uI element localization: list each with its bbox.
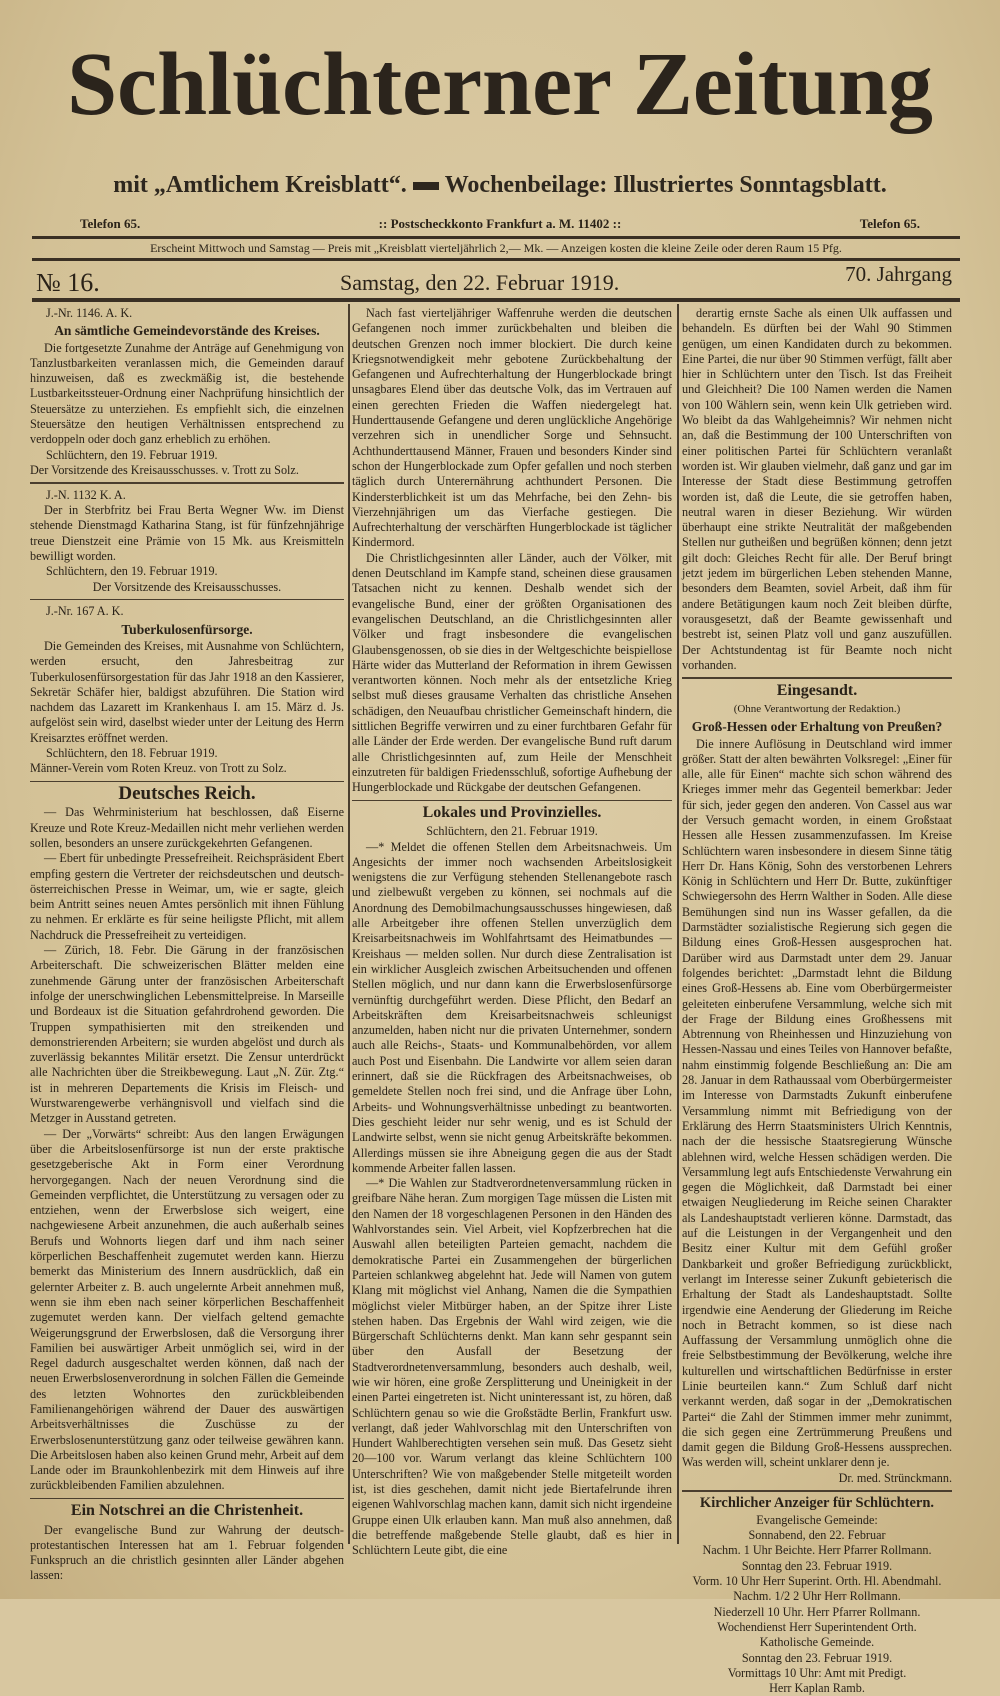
article-signature: Dr. med. Strünckmann. bbox=[838, 1470, 952, 1485]
column-divider bbox=[348, 304, 350, 1544]
church-line: Vorm. 10 Uhr Herr Superint. Orth. Hl. Abendmahl. bbox=[692, 1574, 942, 1589]
article-signature: Männer-Verein vom Roten Kreuz. von Trott zu Solz. bbox=[30, 761, 287, 776]
church-line: Wochendienst Herr Superintendent Orth. bbox=[717, 1619, 917, 1634]
church-line: Herr Kaplan Ramb. bbox=[769, 1681, 865, 1696]
article-place: Schlüchtern, den 18. Februar 1919. bbox=[46, 746, 218, 761]
kreisblatt-label: mit „Amtlichem Kreisblatt“. bbox=[113, 172, 407, 198]
divider bbox=[30, 599, 344, 601]
article-text: Der in Sterbfritz bei Frau Berta Wegner Ww. im Dienst stehende Dienstmagd Katharina Stang, ist für fünfzehnjährige treue Dienstzeit eine Prämie von 15 Mk. aus Kreismitteln bewilligt worden. bbox=[30, 503, 344, 563]
article-ref: J.-N. 1132 K. A. bbox=[46, 487, 126, 502]
church-line: Nachm. 1/2 2 Uhr Herr Rollmann. bbox=[733, 1589, 901, 1604]
editorial-note: (Ohne Verantwortung der Redaktion.) bbox=[733, 702, 901, 715]
church-ev-heading: Evangelische Gemeinde: bbox=[756, 1512, 878, 1527]
dateline: Schlüchtern, den 21. Februar 1919. bbox=[426, 824, 598, 839]
divider bbox=[30, 1498, 344, 1500]
article-text: Die innere Auflösung in Deutschland wird immer größer. Statt der alten bewährten Volksregel: „Einer für alle, alle für Einen“ machte sich schon während des Krieges immer mehr das Gegenteil bemerkbar: Jeder für sich, jeder gegen den anderen. Von Cassel aus war der Versuch gemacht worden, in einem Großstaat Hessen alle Hessen zusammenzufassen. Im Kreise Schlüchtern waren insbesondere in diesem Sinne tätig Herr Dr. Hans König, Sohn des verstorbenen Lehrers König in Schlüchtern und Herr Dr. Butte, zukünftiger Schwiegersohn des Herrn Walther in Soden. Alle diese Bemühungen sind nun ins Wasser gefallen, da die Darmstädter sozialistische Regierung sich gegen die Bildung eines Groß-Hessen ausgesprochen hat. Darüber wird aus Darmstadt unter dem 29. Januar folgendes berichtet: „Darmstadt lehnt die Bildung eines Groß-Hessens ab. Eine vom Oberbürgermeister geleiteten einberufene Versammlung, welche sich mit der Frage der Bildung eines Großhessens mit Abtrennung von Rheinhessen und Hinzuziehung von Hessen-Nassau und eines Teiles von Hannover befaßte, nahm einstimmig folgende Beschließung an: Die am 28. Januar in dem Rathaussaal vom Oberbürgermeister im Interesse von Darmstadts Zukunft einberufene Versammlung nimmt mit Befriedigung von der Erklärung des Herrn Staatsministers Ulrich Kenntnis, nach der die hessische Staatsregierung Wünsche ablehnen wird, welche Hessen schädigen werden. Die Versammlung legt aufs Entschiedenste Verwahrung ein gegen die Möglichkeit, daß Darmstadt bei einer etwaigen Neugliederung im Reiche seinen Charakter als Landeshauptstadt verlieren könne. Darmstadt, das auf die Leistungen in der Vergangenheit und den Besitz einer Kultur mit dem Gefühl großer Dankbarkeit und großer Befriedigung zurückblickt, verlangt im Interesse seiner Zukunft gebieterisch die Erhaltung der Stadt als Landeshauptstadt. Sollte irgendwie eine Aenderung der Gliederung im Reiche noch in Betracht kommen, so ist diese nach Auffassung der Versammlung unmöglich ohne die freie Selbstbestimmung der Bevölkerung, welche ihre kulturellen und wirtschaftlichen Bedürfnisse in erster Linie beurteilen kann.“ Zum Schluß darf nicht verkannt werden, daß sogar in der „Demokratischen Partei“ die Zahl der Stimmen immer mehr zunimmt, die sich gegen eine Zertrümmerung Preußens und damit gegen die Bildung Groß-Hessens aussprechen. Was werden will, scheint unklarer denn je. bbox=[682, 736, 953, 1470]
article-text: Die Gemeinden des Kreises, mit Ausnahme von Schlüchtern, werden ersucht, den Jahresbeitrag zur Tuberkulosenfürsorgestation für das Jahr 1918 an den Kassierer, Sekretär Schäfer hier, baldigst abzuführen. Die Station wird nachdem das Lazarett im Krankenhaus I. am 15. März d. Js. aufgelöst sein wird, daselbst wieder unter der Leitung des Herrn Kreisarztes eröffnet werden. bbox=[30, 638, 344, 745]
masthead-subtitle bbox=[40, 172, 960, 199]
telefon-left: Telefon 65. bbox=[80, 216, 141, 231]
church-line: Vormittags 10 Uhr: Amt mit Predigt. bbox=[727, 1665, 907, 1680]
article-place: Schlüchtern, den 19. Februar 1919. bbox=[46, 564, 218, 579]
news-item: — Der „Vorwärts“ schreibt: Aus den langen Erwägungen über die Arbeitslosenfürsorge ist nun der erste praktische gesetzgeberische Akt in Form einer Verordnung hervorgegangen. Nach der neuen Verordnung sind die Gemeinden verpflichtet, die Unterstützung zu versagen oder zu entziehen, wenn der Erwerbslose sich weigert, eine nachgewiesene Arbeit anzunehmen, die auch außerhalb seines Berufs und Wohnorts liegen darf und ihm nach seiner körperlichen Beschaffenheit zugemutet werden kann. Hierzu bemerkt das Ministerium des Innern ausdrücklich, daß ein gelernter Arbeiter z. B. auch ungelernte Arbeit annehmen muß, wenn sie ihm eben nach seiner körperlichen Beschaffenheit zugemutet werden kann. Der vielfach geltend gemachte Weigerungsgrund der Erwerbslosen, daß die Versorgung ihrer Familien bei auswärtiger Arbeit unmöglich sei, wird in der Regel dadurch ausgeschaltet werden können, daß nach der neuen Erwerbslosenverordnung in solchen Fällen die Gemeinde des letzten Wohnortes den zurückbleibenden Familienangehörigen während der Dauer des auswärtigen Arbeitsverhältnisses die Zuschüsse zu der Erwerbslosenunterstützung ganz oder teilweise gewähren kann. Die Arbeitslosen haben also keinen Grund mehr, Arbeit auf dem Lande oder im Braunkohlenbezirk mit dem Hinweis auf ihre zurückbleibenden Familien abzulehnen. bbox=[30, 1126, 344, 1493]
church-line: Sonntag den 23. Februar 1919. bbox=[741, 1650, 893, 1665]
church-kath-heading: Katholische Gemeinde. bbox=[759, 1635, 875, 1650]
church-line: Sonnabend, den 22. Februar bbox=[748, 1528, 886, 1543]
rule bbox=[32, 258, 960, 261]
news-item: —* Meldet die offenen Stellen dem Arbeitsnachweis. Um Angesichts der immer noch wachsenden Arbeitslosigkeit wenigstens die zur Verfügung stehenden Stellenangebote rasch und zielbewußt vergeben zu können, sei nochmals auf die Anordnung des Demobilmachungsausschusses hingewiesen, daß alle Arbeitgeber ihre offenen Stellen unverzüglich dem Kreisarbeitsnachweis im Wohlfahrtsamt des Heimatbundes — Kreishaus — melden sollen. Nur durch diese Zentralisation ist ein wirklicher Ausgleich zwischen Arbeitsuchenden und offenen Stellen möglich, und nur dann kann die Erwerbslosenfürsorge vernünftig durchgeführt werden. Diese Pflicht, den Bedarf an Arbeitskräften dem Kreisarbeitsnachweis schleunigst anzumelden, haben nicht nur die privaten Unternehmer, sondern auch alle Reichs-, Staats- und Kommunalbehörden, vor allem auch Post und Eisenbahn. Die Landwirte vor allem seien daran erinnert, daß sie die Rückfragen des Arbeitsnachweises, ob gemeldete Stellen noch frei sind, und die Anfrage über Lohn, Arbeits- und Wohnungsverhältnisse unbedingt zu beantworten. Dies geschieht leider nur sehr wenig, und es ist Schuld der Landwirte selbst, wenn sie nicht genug Arbeitskräfte bekommen. Allerdings müssen sie ihre Abneigung gegen die aus der Stadt kommende Arbeiter fallen lassen. bbox=[352, 839, 672, 1175]
contact-row bbox=[80, 216, 920, 232]
section-heading-lokales: Lokales und Provinzielles. bbox=[422, 804, 602, 821]
article-text: derartig ernste Sache als einen Ulk auffassen und behandeln. Es dürften bei der Wahl 90 Stimmen genügen, um einen Kandidaten durch zu bekommen. Eine Partei, die nur über 90 Stimmen verfügt, fällt aber hier in Schlüchtern unter den Tisch. Ist das Freiheit und Gleichheit? Die 100 Namen werden die Namen von 100 Wählern sein, wenn kein Ulk getrieben wird. Wo bleibt da das Wahlgeheimnis? Wir nehmen nicht an, daß die Bestimmung der 100 Unterschriften von einer politischen Partei für Schlüchtern veranlaßt worden ist. Wir glauben vielmehr, daß ganz und gar im Interesse der Stadt diese Bestimmung getroffen worden ist, daß die Leute, die sie getroffen haben, neutral waren in dieser Beziehung. Wir würden überhaupt eine strikte Neutralität der maßgebenden Stellen nur gutheißen und begrüßen können; denn jetzt gilt doch: Gleiches Recht für alle. Der Beruf bringt jetzt jedem im bürgerlichen Leben stehenden Manne, besonders dem Beamten, soviel Arbeit, daß ihm für andere Betätigungen kaum noch Zeit bleiben dürfte, vorausgesetzt, daß der Beamte gewissenhaft und bestrebt ist, seinen Platz voll und ganz auszufüllen. Der Achtstundentag ist für Beamte noch nicht vorhanden. bbox=[682, 306, 952, 672]
news-item: — Das Wehrministerium hat beschlossen, daß Eiserne Kreuze und Rote Kreuz-Medaillen nicht mehr verliehen werden sollen, besonders an unsere zurückgekehrten Gefangenen. bbox=[30, 805, 344, 850]
divider bbox=[352, 800, 672, 802]
article-place: Schlüchtern, den 19. Februar 1919. bbox=[46, 447, 218, 462]
divider bbox=[30, 482, 344, 484]
section-heading-notschrei: Ein Notschrei an die Christenheit. bbox=[70, 1502, 304, 1520]
postscheck: :: Postscheckkonto Frankfurt a. M. 11402 :: bbox=[378, 216, 622, 231]
divider bbox=[682, 677, 952, 679]
church-line: Niederzell 10 Uhr. Herr Pfarrer Rollmann. bbox=[713, 1604, 921, 1619]
masthead-title: Schlüchterner Zeitung bbox=[67, 35, 933, 134]
article-ref: J.-Nr. 167 A. K. bbox=[46, 604, 124, 619]
article-text: Die Christlichgesinnten aller Länder, auch der Völker, mit denen Deutschland im Kampfe stand, scheinen diese grausamen Tatsachen nicht zu kennen. Deshalb wendet sich der evangelische Bund, einer der größten Organisationen des evangelischen Deutschland, an die Christlichgesinnten aller Völker und fragt insbesondere die evangelischen Glaubensgenossen, ob sie dies in der Weltgeschichte beispiellose Härte wider das Mutterland der Reformation in ihrem Gewissen verantworten können. Noch mehr als der entsetzliche Krieg selbst muß dieses grausame Verhalten das christliche Ansehen schädigen, den Neuaufbau christlicher Gemeinschaft hindern, die sittlichen Begriffe verwirren und zu einer furchtbaren Gefahr für alle Länder der Erde werden. Der evangelische Bund ruft darum alle Christlichgesinnten auf, zum Heile der Menschheit einzutreten für baldigen Friedensschluß, sofortige Aufhebung der Hungerblockade und Rückgabe der deutschen Gefangenen. bbox=[352, 550, 672, 795]
dash-divider bbox=[413, 182, 439, 190]
column-divider bbox=[677, 304, 679, 1544]
column-3 bbox=[682, 306, 952, 1696]
divider bbox=[682, 1490, 952, 1492]
article-text: Der evangelische Bund zur Wahrung der deutsch-protestantischen Interessen hat am 1. Februar folgenden Funkspruch an die christlich gesinnten aller Länder abgehen lassen: bbox=[30, 1522, 344, 1583]
news-item: — Ebert für unbedingte Pressefreiheit. Reichspräsident Ebert empfing gestern die Vertreter der reichsdeutschen und deutsch-österreichischen Presse in Weimar, um, wie er sagte, gleich beim Antritt seines neuen Amtes persönlich mit ihnen Fühlung zu nehmen. Er erklärte es für seine heiligste Pflicht, mit allem Nachdruck die Pressefreiheit zu verteidigen. bbox=[30, 851, 344, 942]
telefon-right: Telefon 65. bbox=[859, 216, 920, 231]
news-item: —* Die Wahlen zur Stadtverordnetenversammlung rücken in greifbare Nähe heran. Zum morgigen Tage müssen die Listen mit den Namen der 18 vorgeschlagenen Personen in den Händen des Wahlvorstandes sein. Viel Arbeit, viel Kopfzerbrechen hat die Auswahl allen beteiligten Parteien gemacht, nachdem die demokratische Partei ein Zusammengehen der bürgerlichen Parteien schlankweg abgelehnt hat. Jede will Namen von gutem Klang mit möglichst viel Anhang, Namen die die Sympathien möglichst vieler Mitbürger haben, an der Spitze ihrer Liste stehen haben. Das Ergebnis der Wahl wird zeigen, wie die Bürgerschaft Schlüchterns denkt. Man kann sehr gespannt sein über den Ausfall der Besetzung der Stadtverordnetenversammlung, besonders auch deshalb, weil, wie wir hören, eine große Zersplitterung und Uneinigkeit in der einen Partei eingetreten ist. Nicht uninteressant ist, zu hören, daß Schlüchtern genau so wie die Großstädte Berlin, Frankfurt usw. verlangt, daß jeder Wahlvorschlag mit den Unterschriften von Hundert Wahlberechtigten versehen sein muß. Das Gesetz sieht 20—100 vor. Warum verlangt das kleine Schlüchtern 100 Unterschriften? Wie von maßgebender Stelle mitgeteilt worden ist, ist dies geschehen, damit nicht jede Biertafelrunde ihren eigenen Wahlvorschlag machen kann, damit sich nicht irgendeine Gruppe einen Ulk erlauben kann. Man muß also annehmen, daß die betreffende maßgebende Stelle glaubt, daß es hier in Schlüchtern Leute gibt, die eine bbox=[352, 1176, 672, 1558]
rule bbox=[32, 298, 960, 302]
section-heading-eingesandt: Eingesandt. bbox=[776, 681, 858, 699]
church-line: Nachm. 1 Uhr Beichte. Herr Pfarrer Rollmann. bbox=[702, 1543, 932, 1558]
article-ref: J.-Nr. 1146. A. K. bbox=[46, 306, 133, 320]
column-1 bbox=[30, 306, 344, 1584]
church-line: Sonntag den 23. Februar 1919. bbox=[741, 1558, 893, 1573]
article-heading: Tuberkulosenfürsorge. bbox=[121, 621, 253, 637]
news-item: — Zürich, 18. Febr. Die Gärung in der französischen Arbeiterschaft. Die schweizerischen Blätter melden eine zunehmende Gärung unter der französischen Arbeiterschaft infolge der unerschwinglichen Lebensmittelpreise. In Marseille und Bordeaux ist die Situation gefahrdrohend geworden. Die Truppen sympathisierten mit den streikenden und demonstrierenden Arbeitern; sie wurden abgelöst und durch als zuverlässig bekanntes Militär ersetzt. Die Zensur unterdrückt alle Nachrichten über die Streikbewegung. Laut „N. Zür. Ztg.“ ist in mehreren Departements die Krisis im Fleisch- und Wurstwarengewerbe verhängnisvoll und vielfach sind die Metzger in Ausstand getreten. bbox=[30, 943, 344, 1126]
article-text: Die fortgesetzte Zunahme der Anträge auf Genehmigung von Tanzlustbarkeiten veranlassen mich, die Gemeinden darauf hinzuweisen, daß es zweckmäßig ist, die bestehende Lustbarkeitssteuer-Ordnung einer Nachprüfung hinsichtlich der Steuersätze zu unterziehen. Es empfiehlt sich, die einzelnen Steuersätze den heutigen Verhältnissen entsprechend zu verdoppeln oder doch ganz erheblich zu erhöhen. bbox=[30, 340, 344, 447]
article-signature: Der Vorsitzende des Kreisausschusses. bbox=[92, 579, 282, 594]
supplement-label: Wochenbeilage: Illustriertes Sonntagsblatt. bbox=[444, 172, 887, 198]
article-text: Nach fast vierteljähriger Waffenruhe werden die deutschen Gefangenen noch immer zurückbehalten und bleiben die deutschen Grenzen noch immer blockiert. Die durch keine Kriegsnotwendigkeit mehr gebotene Zurückbehaltung der Gefangenen und Aufrechterhaltung der Hungerblockade bringt unsagbares Elend über das deutsche Volk, das im Vertrauen auf einen gerechten Frieden die Waffen niedergelegt hat. Hunderttausende Gefangene und deren unglückliche Angehörige verzehren sich in unendlicher Sorge und Sehnsucht. Achthunderttausend Männer, Frauen und besonders Kinder sind schon der Hungerblockade zum Opfer gefallen und noch sterben täglich durch Unterernährung achthundert Personen. Die Kindersterblichkeit ist um das Mehrfache, bei den Zehn- bis Vierzehnjährigen um das Vierfache gestiegen. Die Aufrechterhaltung der verschärften Hungerblockade ist täglicher Kindermord. bbox=[352, 306, 672, 550]
article-heading: An sämtliche Gemeindevorstände des Kreises. bbox=[54, 323, 320, 339]
publication-info: Erscheint Mittwoch und Samstag — Preis mit „Kreisblatt vierteljährlich 2,— Mk. — Anzeigen kosten die kleine Zeile oder deren Raum 15 Pfg. bbox=[150, 241, 842, 255]
article-heading: Groß-Hessen oder Erhaltung von Preußen? bbox=[691, 719, 943, 735]
issue-date: Samstag, den 22. Februar 1919. bbox=[340, 270, 620, 295]
volume-year: 70. Jahrgang bbox=[845, 262, 952, 286]
issue-number: № 16. bbox=[36, 268, 100, 297]
column-2 bbox=[352, 306, 672, 1559]
church-heading: Kirchlicher Anzeiger für Schlüchtern. bbox=[699, 1494, 935, 1511]
section-heading-deutsches-reich: Deutsches Reich. bbox=[118, 783, 256, 805]
divider bbox=[30, 781, 344, 783]
article-signature: Der Vorsitzende des Kreisausschusses. v. Trott zu Solz. bbox=[30, 462, 299, 477]
rule bbox=[32, 236, 960, 239]
